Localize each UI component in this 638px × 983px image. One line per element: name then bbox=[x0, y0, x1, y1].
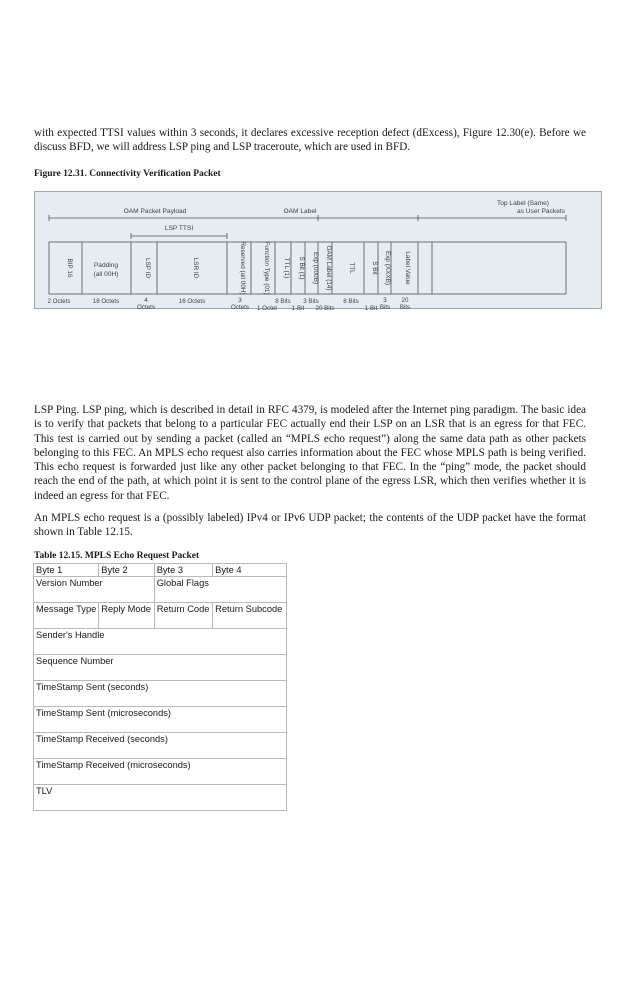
table-header-row bbox=[34, 564, 287, 577]
size-exp2-2: Bits bbox=[379, 304, 391, 310]
cell-message-type: Message Type bbox=[34, 603, 99, 629]
cell-version-number: Version Number bbox=[34, 577, 155, 603]
field-reserved: Reserved (all 00H) bbox=[239, 241, 246, 295]
field-label-value: Label Value bbox=[404, 251, 411, 285]
header-byte4: Byte 4 bbox=[213, 564, 287, 577]
field-ttl1: TTL (1) bbox=[283, 257, 290, 279]
mpls-echo-request-table bbox=[33, 563, 287, 811]
size-reserved-1: 3 bbox=[238, 297, 242, 304]
size-exp: 3 Bits bbox=[303, 298, 319, 305]
size-ttl2: 8 Bits bbox=[343, 298, 359, 305]
field-lsp-id: LSP ID bbox=[144, 257, 151, 279]
table-row bbox=[34, 681, 287, 707]
size-lsr-id: 16 Octets bbox=[178, 298, 206, 305]
size-padding: 18 Octets bbox=[92, 298, 120, 305]
table-row bbox=[34, 785, 287, 811]
size-exp2-1: 3 bbox=[383, 297, 387, 304]
table-row bbox=[34, 759, 287, 785]
cell-global-flags: Global Flags bbox=[154, 577, 286, 603]
size-bip: 2 Octets bbox=[47, 298, 71, 305]
packet-diagram bbox=[35, 192, 603, 310]
figure-caption: Figure 12.31. Connectivity Verification Packet bbox=[34, 169, 221, 179]
echo-request-paragraph: An MPLS echo request is a (possibly labeled) IPv4 or IPv6 UDP packet; the contents of the UDP packet have the format shown in Table 12.15. bbox=[34, 512, 586, 539]
cell-return-code: Return Code bbox=[154, 603, 212, 629]
size-label-1: 20 bbox=[401, 297, 409, 304]
field-exp2: Exp (XXXB) bbox=[384, 250, 391, 286]
field-lsr-id: LSR ID bbox=[192, 257, 199, 279]
field-bip16: BIP 16 bbox=[66, 258, 73, 278]
cell-senders-handle: Sender's Handle bbox=[34, 629, 287, 655]
cell-return-subcode: Return Subcode bbox=[213, 603, 287, 629]
top-label-line1: Top Label (Same) bbox=[496, 200, 549, 207]
table-row bbox=[34, 733, 287, 759]
size-label-2: Bits bbox=[399, 304, 411, 310]
size-ttl: 8 Bits bbox=[275, 298, 291, 305]
field-oam-label: OAM Label (14) bbox=[325, 245, 332, 291]
connectivity-verification-figure bbox=[34, 191, 602, 309]
intro-paragraph: with expected TTSI values within 3 seconds, it declares excessive reception defect (dExcess), Figure 12.30(e). Before we discuss BFD, we will address LSP ping and LSP traceroute, which are used in BFD. bbox=[34, 127, 586, 154]
oam-label-label: OAM Label bbox=[283, 208, 317, 215]
field-sbit1: S Bit (1) bbox=[298, 256, 305, 280]
table-row bbox=[34, 707, 287, 733]
size-s-bit2: 1 Bit bbox=[364, 305, 378, 310]
size-reserved-2: Octets bbox=[231, 304, 249, 310]
cell-sequence-number: Sequence Number bbox=[34, 655, 287, 681]
top-label-line2: as User Packets bbox=[516, 208, 565, 215]
field-sbit2: S Bit bbox=[371, 261, 378, 275]
size-s-bit: 1 Bit bbox=[291, 305, 305, 310]
table-caption: Table 12.15. MPLS Echo Request Packet bbox=[34, 551, 200, 561]
oam-payload-label: OAM Packet Payload bbox=[123, 208, 187, 215]
size-function: 1 Octet bbox=[257, 305, 277, 310]
table-row bbox=[34, 655, 287, 681]
field-ttl2: TTL bbox=[348, 262, 355, 274]
table-row bbox=[34, 603, 287, 629]
field-function-type: Function Type (01) bbox=[263, 241, 270, 295]
cell-ts-sent-microseconds: TimeStamp Sent (microseconds) bbox=[34, 707, 287, 733]
table-row bbox=[34, 629, 287, 655]
cell-tlv: TLV bbox=[34, 785, 287, 811]
header-byte3: Byte 3 bbox=[154, 564, 212, 577]
cell-reply-mode: Reply Mode bbox=[99, 603, 154, 629]
header-byte1: Byte 1 bbox=[34, 564, 99, 577]
field-padding: Padding bbox=[93, 262, 119, 269]
cell-ts-sent-seconds: TimeStamp Sent (seconds) bbox=[34, 681, 287, 707]
size-oam-label: 20 Bits bbox=[315, 305, 335, 310]
header-byte2: Byte 2 bbox=[99, 564, 154, 577]
cell-ts-received-seconds: TimeStamp Received (seconds) bbox=[34, 733, 287, 759]
table-row bbox=[34, 577, 287, 603]
lsp-ping-paragraph: LSP Ping. LSP ping, which is described in detail in RFC 4379, is modeled after the Internet ping paradigm. The basic idea is to verify that packets that belong to a particular FEC actually end their LSP on an LSR that is an egress for that FEC. This test is carried out by sending a packet (called an “MPLS echo request”) along the same data path as other packets belonging to this FEC. An MPLS echo request also carries information about the FEC whose MPLS path is being verified. This echo request is forwarded just like any other packet belonging to that FEC. In the “ping” mode, the packet should reach the end of the path, at which point it is sent to the control plane of the egress LSR, which then verifies whether it is indeed an egress for that FEC. bbox=[34, 404, 586, 502]
cell-ts-received-microseconds: TimeStamp Received (microseconds) bbox=[34, 759, 287, 785]
lsp-ttsi-label: LSP TTSI bbox=[164, 225, 194, 232]
field-exp1: Exp (000B) bbox=[312, 252, 319, 284]
field-padding-sub: (all 00H) bbox=[93, 271, 119, 278]
size-lsp-id-2: Octets bbox=[137, 304, 155, 310]
size-lsp-id-1: 4 bbox=[144, 297, 148, 304]
